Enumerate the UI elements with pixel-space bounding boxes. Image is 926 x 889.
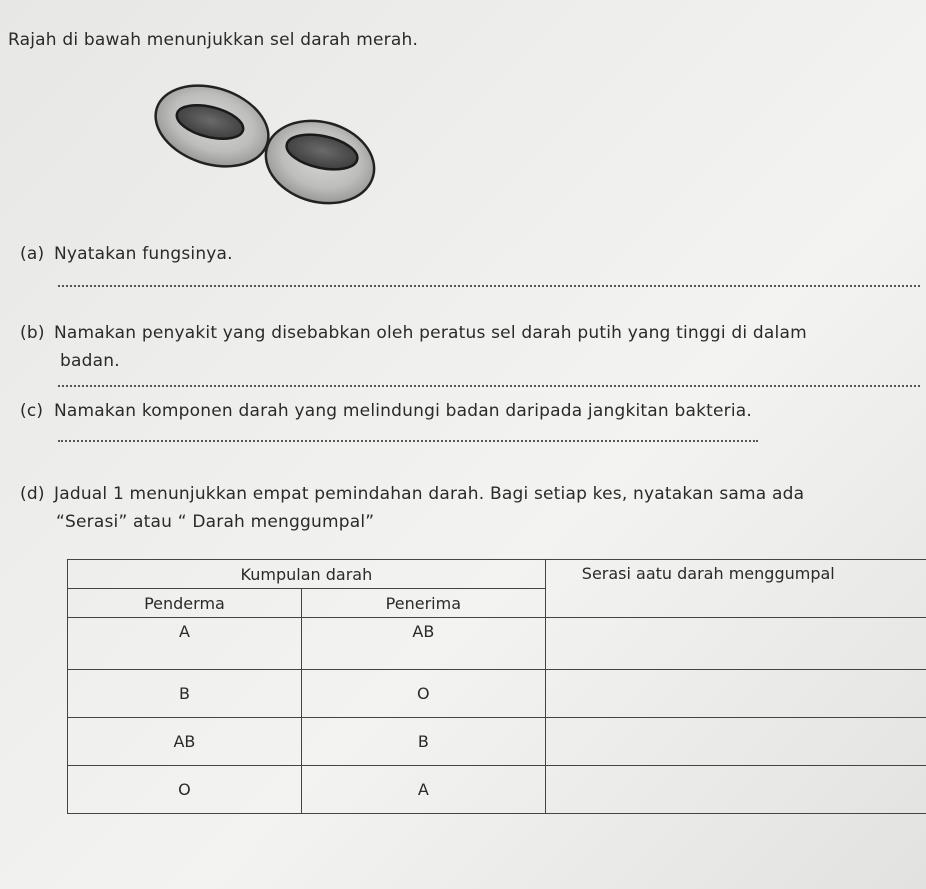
result-answer-cell[interactable] bbox=[545, 670, 926, 718]
intro-text: Rajah di bawah menunjukkan sel darah merah. bbox=[8, 30, 419, 50]
answer-line-b[interactable] bbox=[58, 385, 920, 387]
question-c bbox=[20, 401, 752, 421]
red-blood-cell-right bbox=[257, 109, 384, 214]
question-d-line1 bbox=[20, 484, 804, 504]
result-answer-cell[interactable] bbox=[545, 618, 926, 670]
red-blood-cell-left bbox=[150, 84, 279, 180]
answer-line-c[interactable] bbox=[58, 440, 758, 442]
question-b-text-line1: Namakan penyakit yang disebabkan oleh peratus sel darah putih yang tinggi di dalam bbox=[54, 323, 807, 343]
donor-cell: B bbox=[68, 670, 302, 718]
header-blood-group: Kumpulan darah bbox=[68, 560, 546, 589]
blood-transfusion-table bbox=[67, 559, 926, 814]
result-answer-cell[interactable] bbox=[545, 766, 926, 814]
recipient-cell: B bbox=[301, 718, 545, 766]
question-d-label: (d) bbox=[20, 484, 45, 504]
question-a-label: (a) bbox=[20, 244, 45, 264]
header-result: Serasi aatu darah menggumpal bbox=[545, 560, 926, 618]
donor-cell: A bbox=[68, 618, 302, 670]
question-d-line2: “Serasi” atau “ Darah menggumpal” bbox=[56, 512, 375, 532]
header-recipient: Penerima bbox=[301, 589, 545, 618]
donor-cell: AB bbox=[68, 718, 302, 766]
question-c-label: (c) bbox=[20, 401, 44, 421]
table-row bbox=[68, 618, 926, 670]
question-b-line1 bbox=[20, 323, 807, 343]
question-c-text: Namakan komponen darah yang melindungi badan daripada jangkitan bakteria. bbox=[54, 401, 752, 421]
table-row bbox=[68, 670, 926, 718]
question-b-label: (b) bbox=[20, 323, 45, 343]
recipient-cell: O bbox=[301, 670, 545, 718]
table-header-row-1 bbox=[68, 560, 926, 589]
table-row bbox=[68, 718, 926, 766]
question-b-line2: badan. bbox=[60, 351, 120, 371]
recipient-cell: A bbox=[301, 766, 545, 814]
recipient-cell: AB bbox=[301, 618, 545, 670]
red-blood-cells-illustration bbox=[150, 84, 390, 214]
table-row bbox=[68, 766, 926, 814]
question-a-text: Nyatakan fungsinya. bbox=[54, 244, 233, 264]
header-donor: Penderma bbox=[68, 589, 302, 618]
donor-cell: O bbox=[68, 766, 302, 814]
result-answer-cell[interactable] bbox=[545, 718, 926, 766]
answer-line-a[interactable] bbox=[58, 285, 920, 287]
question-d-text-line1: Jadual 1 menunjukkan empat pemindahan darah. Bagi setiap kes, nyatakan sama ada bbox=[54, 484, 805, 504]
question-a bbox=[20, 244, 233, 264]
